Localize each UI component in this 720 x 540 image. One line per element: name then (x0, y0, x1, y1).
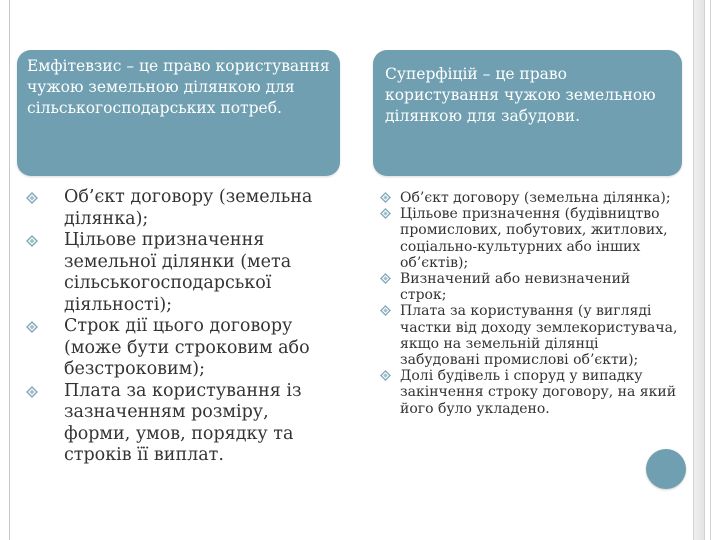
superficies-list (380, 190, 680, 417)
list-item (20, 316, 340, 381)
list-item-text: Визначений або невизначений строк; (400, 271, 631, 304)
superficies-header-text: Суперфіцій – це право користування чужою земельною ділянкою для забудови. (385, 65, 656, 125)
list-item-text: Плата за користування із зазначенням розміру, форми, умов, порядку та строків її виплат. (64, 380, 302, 465)
emphyteusis-list (20, 187, 340, 467)
list-item (380, 303, 680, 368)
diamond-bullet-icon (380, 192, 391, 203)
list-item-text: Об’єкт договору (земельна ділянка); (64, 187, 313, 229)
list-item-text: Об’єкт договору (земельна ділянка); (400, 190, 671, 206)
emphyteusis-header-text: Емфітевзис – це право користування чужою земельною ділянкою для сільськогосподарських потреб. (27, 57, 330, 117)
rail-line (710, 0, 711, 540)
list-item-text: Цільове призначення (будівництво промислових, побутових, житлових, соціально-культурних або інших об’єктів); (400, 206, 668, 271)
list-item (380, 271, 680, 303)
emphyteusis-header (17, 50, 340, 176)
list-item (20, 230, 340, 316)
diamond-bullet-icon (380, 208, 391, 219)
list-item-text: Плата за користування (у вигляді частки від доходу землекористувача, якщо на земельній ділянці забудовані промислові об’єкти); (400, 303, 678, 369)
list-item-text: Строк дії цього договору (може бути строковим або безстроковим); (64, 316, 310, 379)
decorative-circle (646, 449, 686, 489)
diamond-bullet-icon (380, 370, 391, 381)
list-item-text: Цільове призначення земельної ділянки (мета сільськогосподарської діяльності); (64, 230, 292, 315)
rail-line (704, 0, 705, 540)
diamond-bullet-icon (26, 192, 38, 204)
diamond-bullet-icon (380, 273, 391, 284)
superficies-header (373, 50, 682, 176)
list-item-text: Долі будівель і споруд у випадку закінчення строку договору, на який його було укладено. (400, 368, 677, 417)
rail-line (693, 0, 694, 540)
list-item (380, 206, 680, 271)
list-item (20, 187, 340, 230)
diamond-bullet-icon (380, 305, 391, 316)
diamond-bullet-icon (26, 321, 38, 333)
diamond-bullet-icon (26, 386, 38, 398)
list-item (380, 190, 680, 206)
right-rail (693, 0, 704, 540)
diamond-bullet-icon (26, 235, 38, 247)
list-item (380, 368, 680, 417)
list-item (20, 381, 340, 467)
